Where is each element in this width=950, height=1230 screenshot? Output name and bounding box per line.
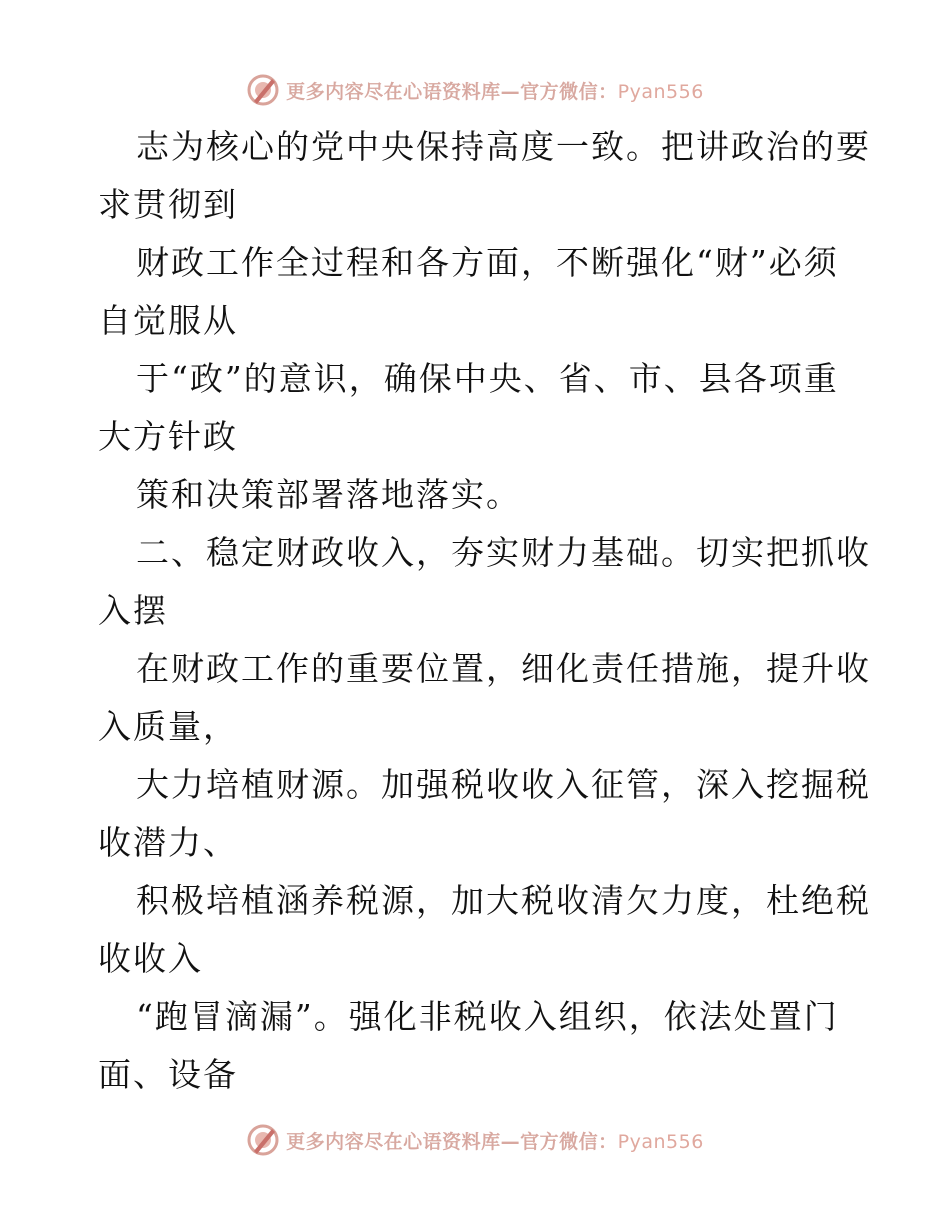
pen-seal-icon xyxy=(246,1123,280,1157)
paragraph xyxy=(98,872,871,988)
watermark-text xyxy=(286,1127,704,1154)
paragraph xyxy=(98,234,858,350)
paragraph-line: 面、设备 xyxy=(98,1055,238,1094)
paragraph-line: 自觉服从 xyxy=(98,301,238,340)
watermark-wechat-id: Pyan556 xyxy=(617,80,704,103)
paragraph xyxy=(98,118,871,234)
header-watermark xyxy=(0,70,950,110)
watermark-label: 更多内容尽在心语资料库—官方微信： xyxy=(286,80,618,103)
watermark-wechat-id: Pyan556 xyxy=(617,1130,704,1153)
paragraph-line: 志为核心的党中央保持高度一致。把讲政治的要 xyxy=(136,127,871,166)
paragraph xyxy=(98,350,858,466)
paragraph xyxy=(98,524,871,640)
paragraph-line: 入质量， xyxy=(98,707,238,746)
watermark-text xyxy=(286,77,704,104)
paragraph-line: 大力培植财源。加强税收收入征管，深入挖掘税 xyxy=(136,765,871,804)
pen-seal-icon xyxy=(246,73,280,107)
paragraph-line: 大方针政 xyxy=(98,417,238,456)
paragraph-line: 在财政工作的重要位置，细化责任措施，提升收 xyxy=(136,649,871,688)
paragraph-line: 二、稳定财政收入，夯实财力基础。切实把抓收 xyxy=(136,533,871,572)
paragraph-line: 于“政”的意识，确保中央、省、市、县各项重 xyxy=(136,359,839,398)
footer-watermark xyxy=(0,1120,950,1160)
paragraph-line: 策和决策部署落地落实。 xyxy=(136,475,521,514)
paragraph xyxy=(98,466,858,524)
watermark-label: 更多内容尽在心语资料库—官方微信： xyxy=(286,1130,618,1153)
paragraph-line: 求贯彻到 xyxy=(98,185,238,224)
paragraph-line: 财政工作全过程和各方面，不断强化“财”必须 xyxy=(136,243,839,282)
paragraph-line: 积极培植涵养税源，加大税收清欠力度，杜绝税 xyxy=(136,881,871,920)
paragraph-line: 入摆 xyxy=(98,591,168,630)
paragraph xyxy=(98,640,871,756)
paragraph xyxy=(98,988,858,1104)
document-body xyxy=(98,118,871,1104)
paragraph-line: 收收入 xyxy=(98,939,203,978)
paragraph xyxy=(98,756,871,872)
paragraph-line: 收潜力、 xyxy=(98,823,238,862)
paragraph-line: “跑冒滴漏”。强化非税收入组织，依法处置门 xyxy=(136,997,839,1036)
